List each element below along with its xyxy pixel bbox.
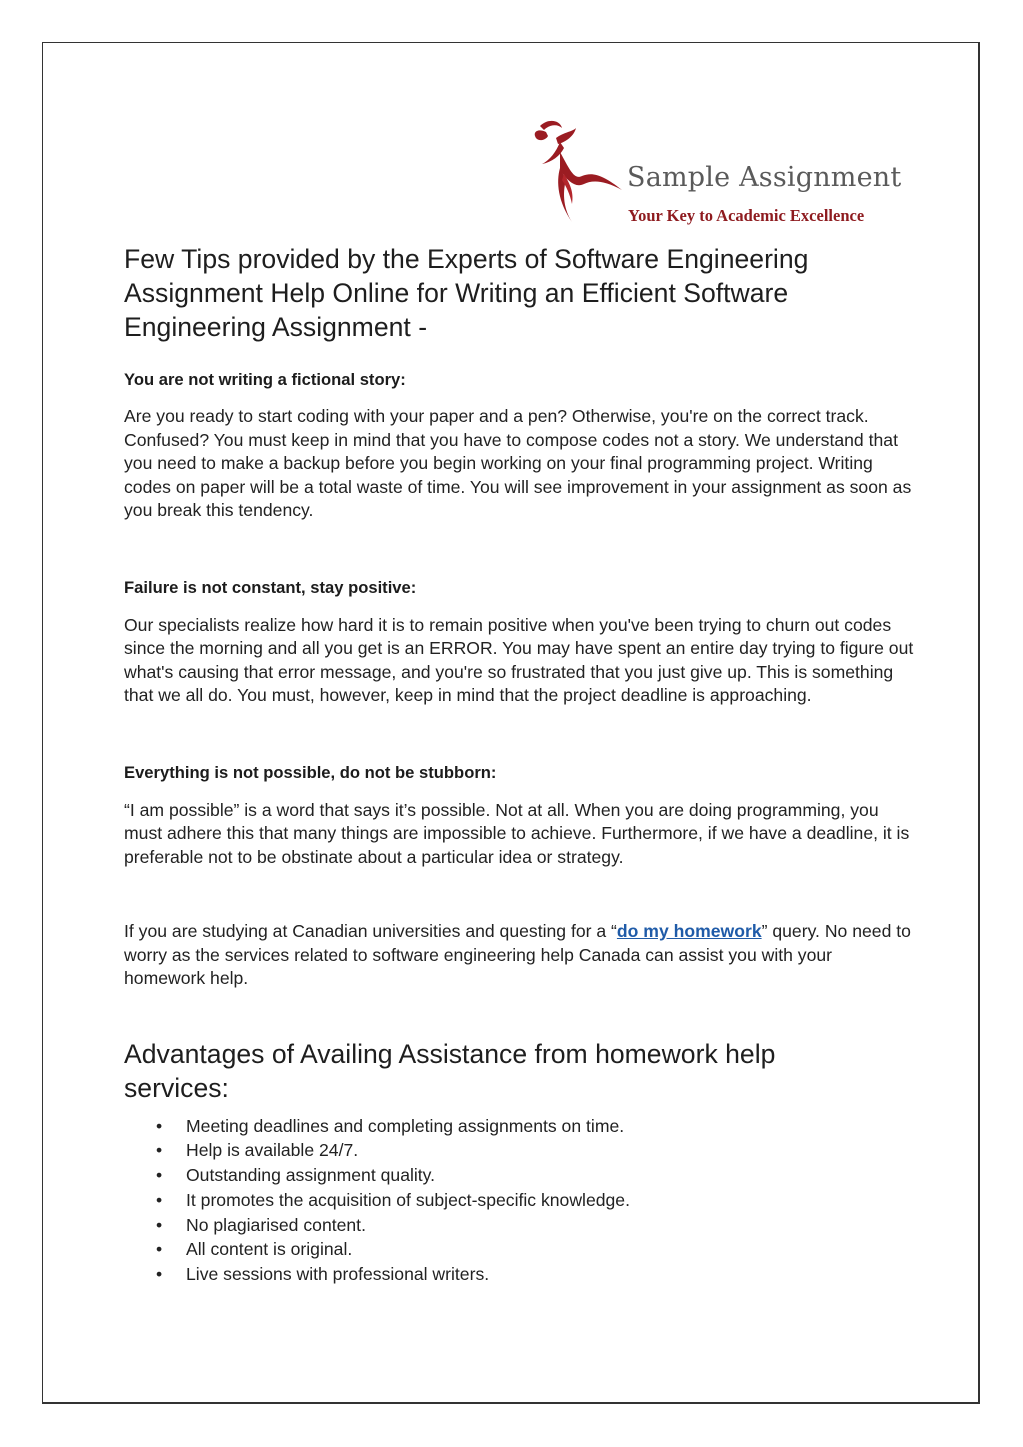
section-heading: You are not writing a fictional story: xyxy=(124,370,406,389)
advantages-heading: Advantages of Availing Assistance from homework help services: xyxy=(124,1038,776,1103)
list-item xyxy=(124,1213,914,1238)
homework-text-after: ” query. No need to worry as the services related to software engineering help Canada can assist you with your homework help. xyxy=(124,921,911,988)
list-item xyxy=(124,1188,914,1213)
list-item-text: It promotes the acquisition of subject-specific knowledge. xyxy=(186,1189,630,1210)
bullet-icon: • xyxy=(156,1115,163,1136)
logo-brand-text: Sample Assignment xyxy=(627,162,902,193)
list-item-text: Meeting deadlines and completing assignments on time. xyxy=(186,1115,625,1136)
homework-text-before: If you are studying at Canadian universities and questing for a “ xyxy=(124,921,617,941)
section-fictional-story xyxy=(124,369,914,523)
sample-assignment-logo xyxy=(530,118,905,230)
section-body: “I am possible” is a word that says it’s possible. Not at all. When you are doing programming, you must adhere this that many things are impossible to achieve. Furthermore, if we have a deadline, it is preferable not to be obstinate about a particular idea or strategy. xyxy=(124,799,910,867)
figure-mark-icon xyxy=(530,118,630,230)
list-item-text: Outstanding assignment quality. xyxy=(186,1165,436,1186)
list-item-text: No plagiarised content. xyxy=(186,1214,366,1235)
list-item-text: Help is available 24/7. xyxy=(186,1140,359,1161)
homework-paragraph xyxy=(124,920,914,991)
bullet-icon: • xyxy=(156,1140,163,1161)
section-body: Our specialists realize how hard it is to remain positive when you've been trying to churn out codes since the morning and all you get is an ERROR. You may have spent an entire day trying to figure out what's causing that error message, and you're so frustrated that you just give up. This is something that we all do. You must, however, keep in mind that the project deadline is approaching. xyxy=(124,614,914,705)
section-heading: Failure is not constant, stay positive: xyxy=(124,577,417,597)
list-item xyxy=(124,1237,914,1262)
list-item xyxy=(124,1163,914,1188)
do-my-homework-link[interactable]: do my homework xyxy=(616,921,762,941)
section-body: Are you ready to start coding with your paper and a pen? Otherwise, you're on the correct track. Confused? You must keep in mind that you have to compose codes not a story. We understand that you need to make a backup before you begin working on your final programming project. Writing codes on paper will be a total waste of time. You will see improvement in your assignment as soon as you break this tendency. xyxy=(124,406,912,520)
bullet-icon: • xyxy=(156,1165,163,1186)
logo-tagline: Your Key to Academic Excellence xyxy=(628,206,865,225)
section-stay-positive xyxy=(124,577,914,708)
list-item xyxy=(124,1114,914,1139)
section-heading: Everything is not possible, do not be stubborn: xyxy=(124,762,497,782)
bullet-icon: • xyxy=(156,1189,163,1210)
bullet-icon: • xyxy=(156,1239,163,1260)
bullet-icon: • xyxy=(156,1214,163,1235)
bullet-icon: • xyxy=(156,1264,163,1285)
list-item-text: All content is original. xyxy=(186,1239,353,1260)
list-item xyxy=(124,1262,914,1287)
document-body xyxy=(124,242,914,1287)
advantages-list xyxy=(124,1114,914,1288)
list-item-text: Live sessions with professional writers. xyxy=(186,1264,490,1285)
list-item xyxy=(124,1138,914,1163)
page-title: Few Tips provided by the Experts of Software Engineering Assignment Help Online for Writing an Efficient Software Engineering Assignment - xyxy=(124,244,809,342)
section-not-stubborn xyxy=(124,762,914,870)
